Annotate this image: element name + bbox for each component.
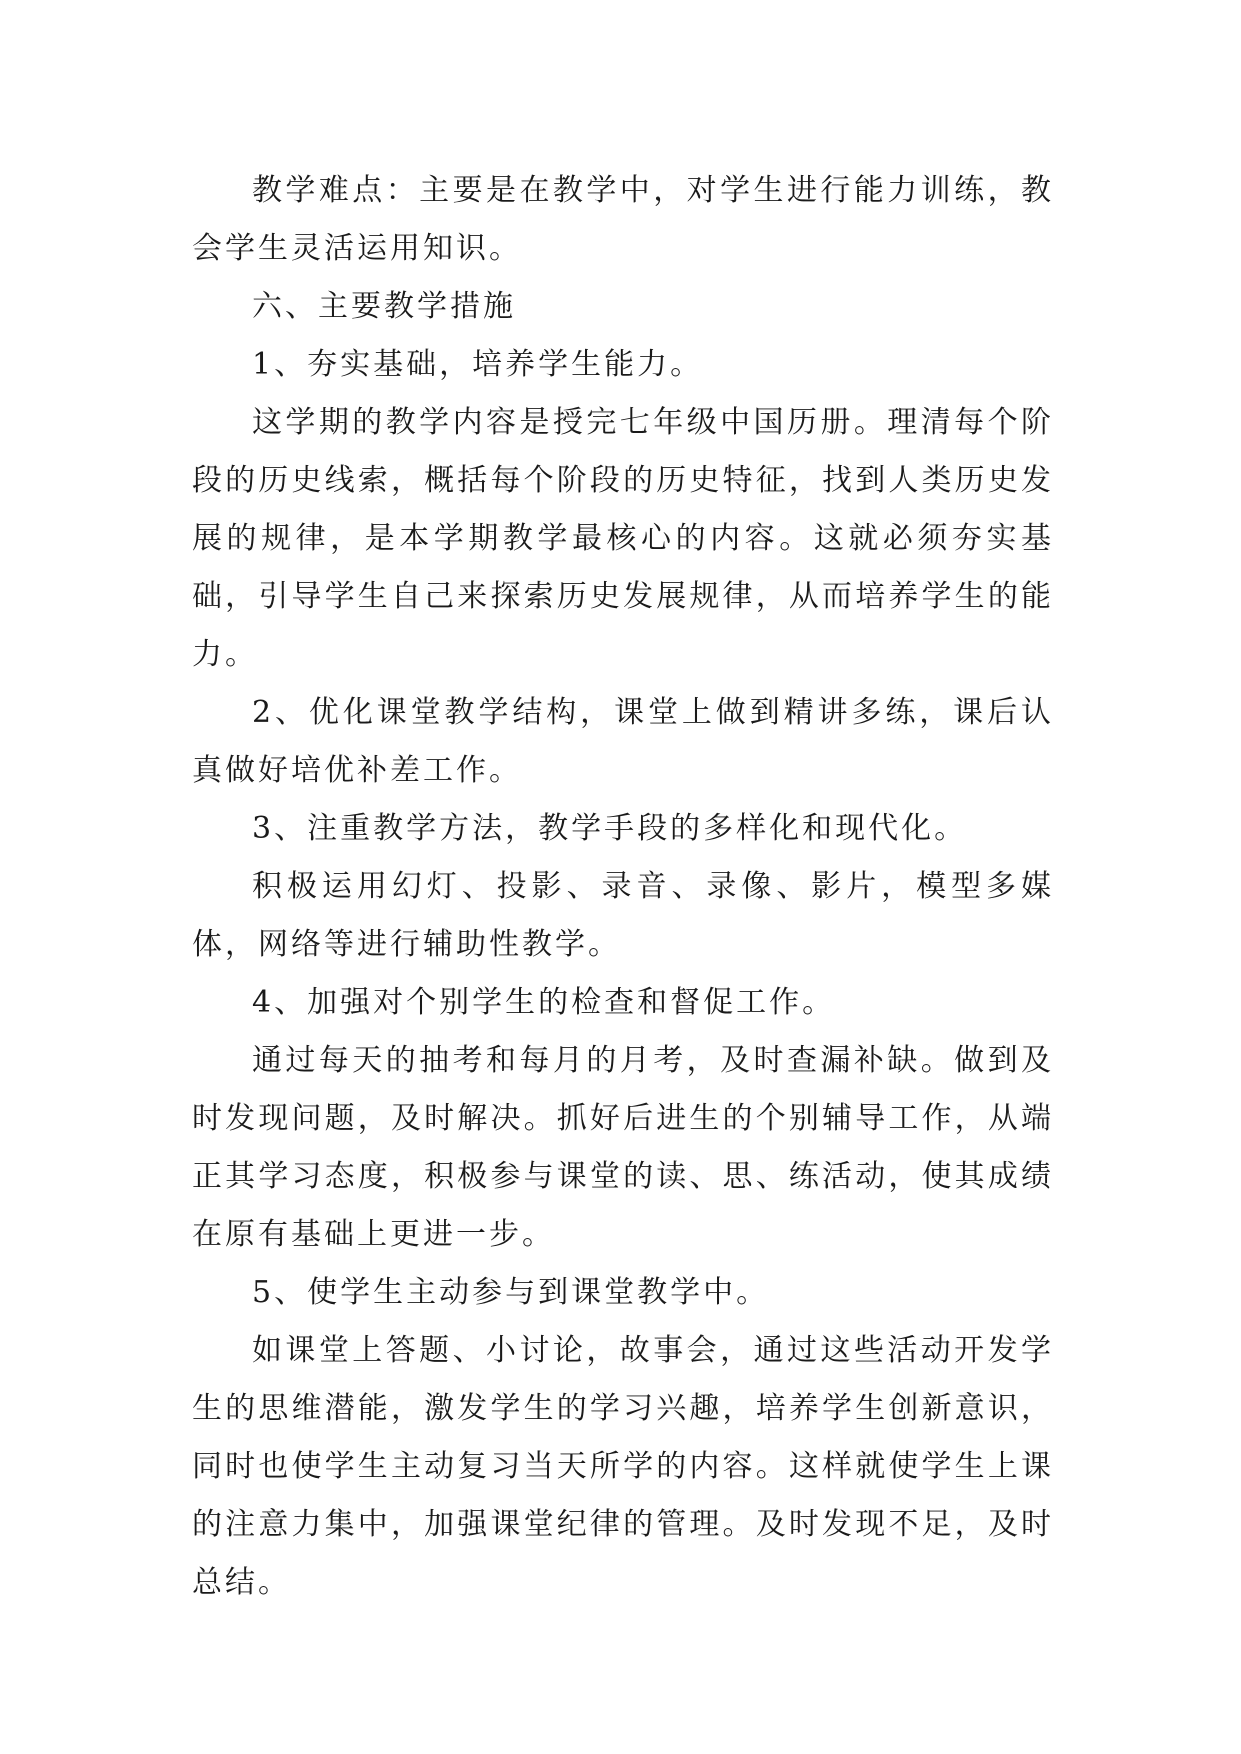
measure-2-heading: 2、优化课堂教学结构，课堂上做到精讲多练，课后认真做好培优补差工作。 [192,695,1054,788]
paragraph-teaching-difficulty: 教学难点：主要是在教学中，对学生进行能力训练，教会学生灵活运用知识。 [192,173,1054,266]
measure-5-body: 如课堂上答题、小讨论，故事会，通过这些活动开发学生的思维潜能，激发学生的学习兴趣，培养学生创新意识，同时也使学生主动复习当天所学的内容。这样就使学生上课的注意力集中，加强课堂纪律的管理。及时发现不足，及时总结。 [192,1333,1054,1600]
section-heading-main-measures: 六、主要教学措施 [252,289,516,324]
measure-3-body: 积极运用幻灯、投影、录音、录像、影片，模型多媒体，网络等进行辅助性教学。 [192,869,1054,962]
measure-3-heading: 3、注重教学方法，教学手段的多样化和现代化。 [252,811,968,846]
measure-5-heading: 5、使学生主动参与到课堂教学中。 [252,1275,770,1310]
measure-4-body: 通过每天的抽考和每月的月考，及时查漏补缺。做到及时发现问题，及时解决。抓好后进生的个别辅导工作，从端正其学习态度，积极参与课堂的读、思、练活动，使其成绩在原有基础上更进一步。 [192,1043,1054,1252]
document-body [192,162,1054,1612]
measure-4-heading: 4、加强对个别学生的检查和督促工作。 [252,985,836,1020]
measure-1-body: 这学期的教学内容是授完七年级中国历册。理清每个阶段的历史线索，概括每个阶段的历史特征，找到人类历史发展的规律，是本学期教学最核心的内容。这就必须夯实基础，引导学生自己来探索历史发展规律，从而培养学生的能力。 [192,405,1054,672]
measure-1-heading: 1、夯实基础，培养学生能力。 [252,347,704,382]
